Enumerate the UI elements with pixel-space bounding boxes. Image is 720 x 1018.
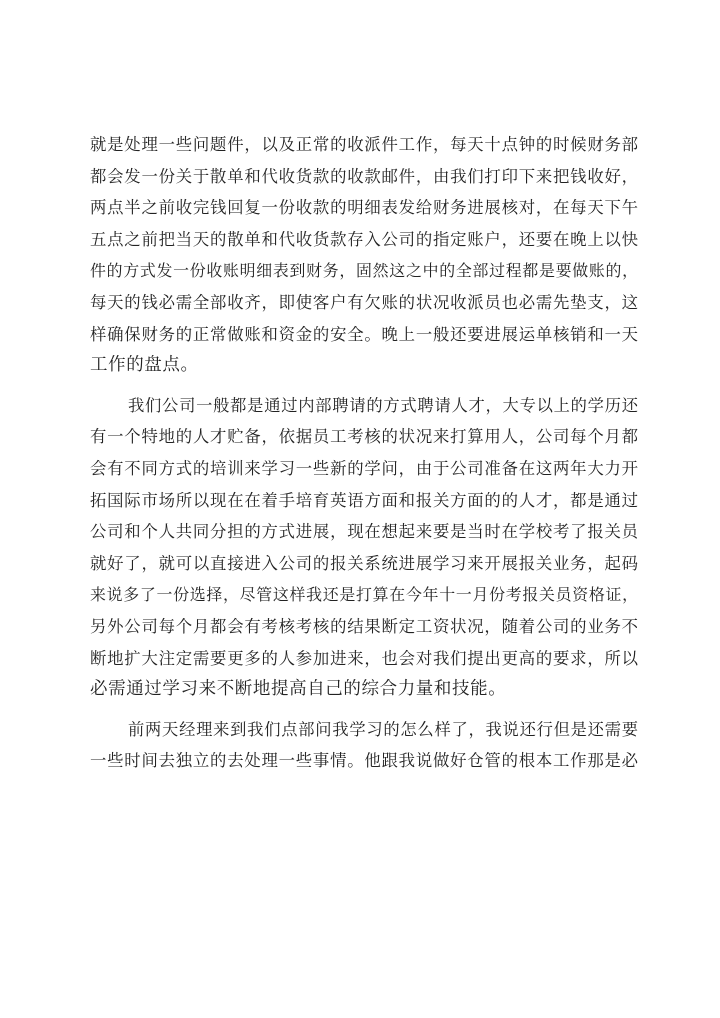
text-line: 两点半之前收完钱回复一份收款的明细表发给财务进展核对，在每天下午	[90, 198, 638, 218]
text-line: 就是处理一些问题件，以及正常的收派件工作，每天十点钟的时候财务部	[90, 135, 638, 154]
text-line: 件的方式发一份收账明细表到财务，固然这之中的全部过程都是要做账的，	[90, 261, 638, 281]
text-line: 五点之前把当天的散单和代收货款存入公司的指定账户，还要在晚上以快	[90, 229, 638, 249]
text-line: 另外公司每个月都会有考核考核的结果断定工资状况，随着公司的业务不	[90, 616, 638, 636]
text-line: 我们公司一般都是通过内部聘请的方式聘请人才，大专以上的学历还	[128, 395, 638, 415]
paragraph-spacer	[90, 382, 638, 390]
text-line: 都会发一份关于散单和代收货款的收款邮件，由我们打印下来把钱收好，	[90, 166, 638, 186]
text-line: 拓国际市场所以现在在着手培育英语方面和报关方面的的人才，都是通过	[90, 490, 638, 510]
text-line: 有一个特地的人才贮备，依据员工考核的状况来打算用人，公司每个月都	[90, 427, 638, 447]
paragraph-spacer	[90, 706, 638, 714]
text-line: 就好了，就可以直接进入公司的报关系统进展学习来开展报关业务，起码	[90, 553, 638, 573]
text-line: 公司和个人共同分担的方式进展，现在想起来要是当时在学校考了报关员	[90, 522, 638, 542]
paragraph-2	[90, 390, 638, 706]
paragraph-1	[90, 129, 638, 382]
paragraph-3	[90, 714, 638, 777]
text-line: 会有不同方式的培训来学习一些新的学问，由于公司准备在这两年大力开	[90, 458, 638, 478]
text-line: 样确保财务的正常做账和资金的安全。晚上一般还要进展运单核销和一天	[90, 324, 638, 344]
text-line: 工作的盘点。	[90, 355, 199, 376]
text-line: 断地扩大注定需要更多的人参加进来，也会对我们提出更高的要求，所以	[90, 648, 638, 668]
text-line: 一些时间去独立的去处理一些事情。他跟我说做好仓管的根本工作那是必	[90, 751, 638, 771]
text-line: 每天的钱必需全部收齐，即使客户有欠账的状况收派员也必需先垫支，这	[90, 292, 638, 312]
text-line: 前两天经理来到我们点部问我学习的怎么样了，我说还行但是还需要	[128, 719, 638, 739]
text-line: 必需通过学习来不断地提高自己的综合力量和技能。	[90, 679, 507, 700]
text-line: 来说多了一份选择，尽管这样我还是打算在今年十一月份考报关员资格证，	[90, 585, 638, 605]
document-body	[90, 129, 638, 777]
